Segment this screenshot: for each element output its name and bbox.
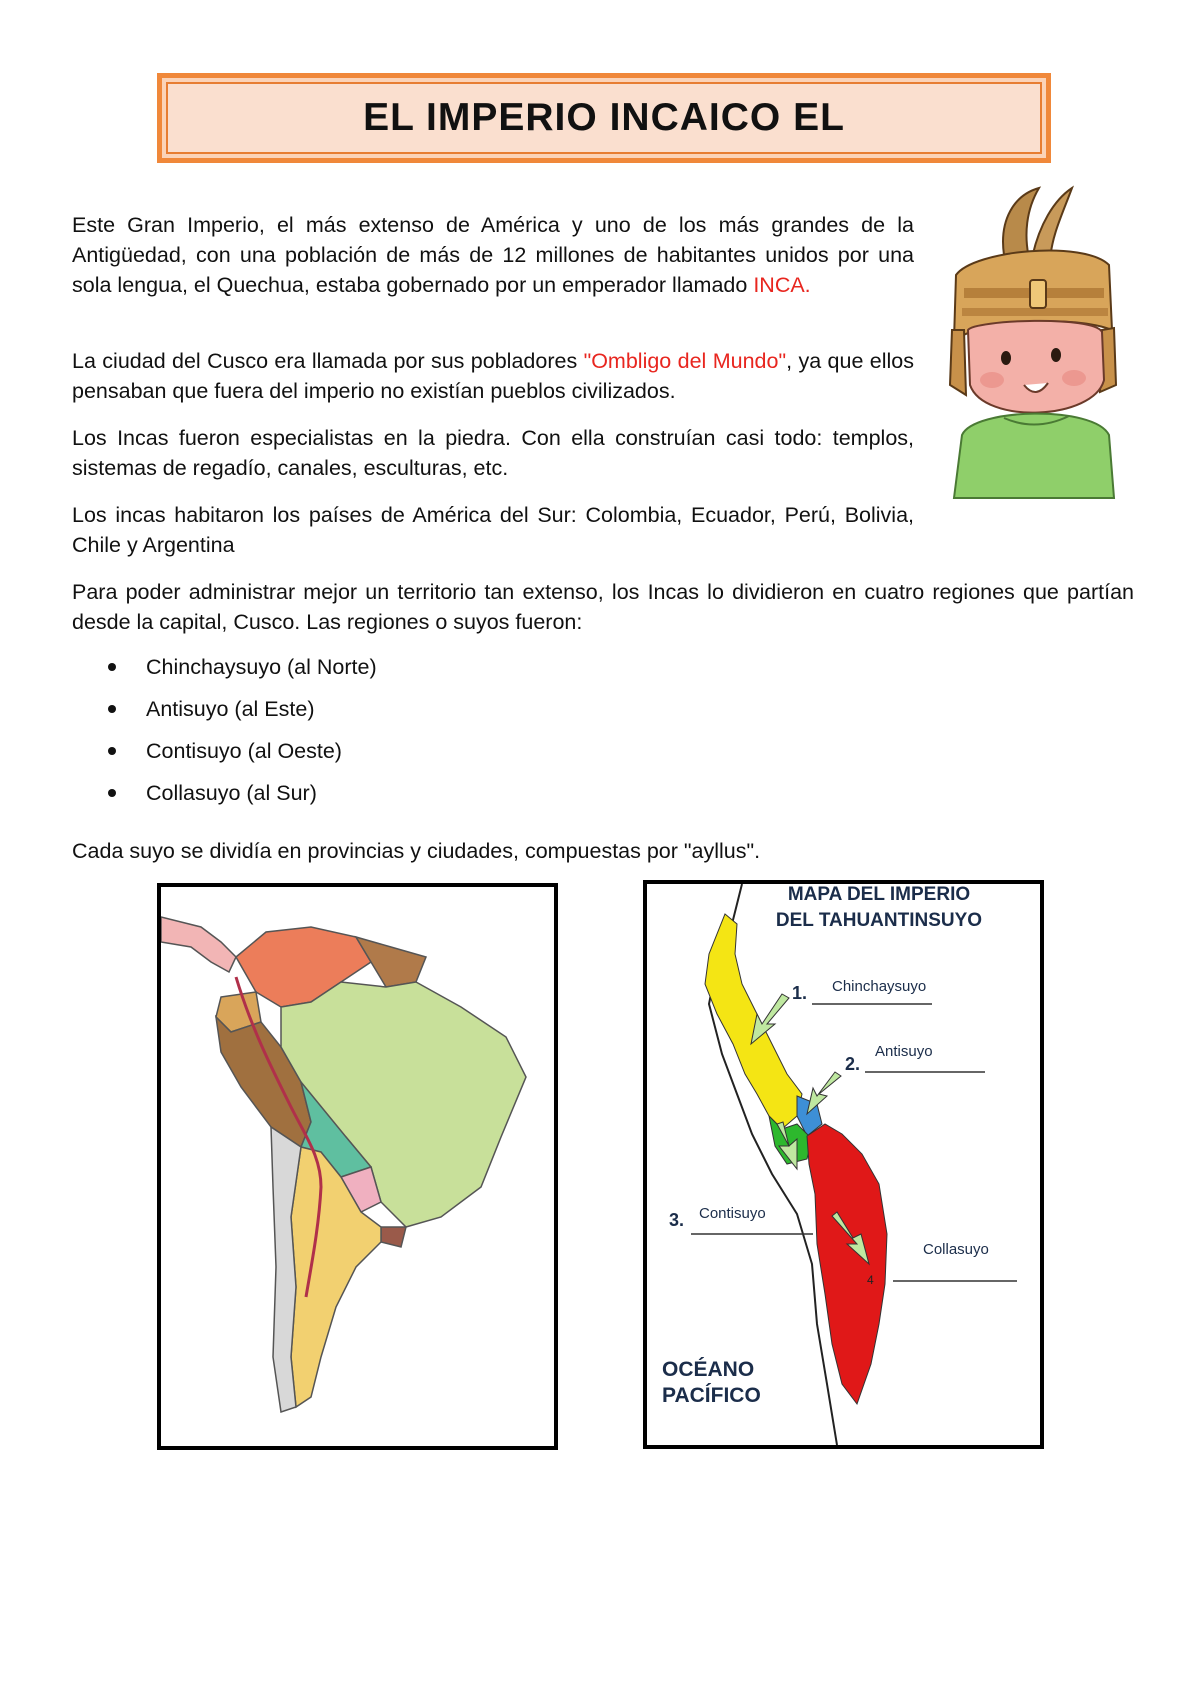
label-chinchaysuyo: Chinchaysuyo bbox=[832, 978, 927, 995]
collasuyo-region bbox=[807, 1124, 887, 1404]
tahuantinsuyo-map-frame bbox=[643, 880, 1044, 1449]
suyo-label: Collasuyo (al Sur) bbox=[146, 781, 317, 805]
label-collasuyo: Collasuyo bbox=[923, 1241, 989, 1258]
list-item bbox=[105, 736, 377, 778]
cusco-paragraph bbox=[72, 346, 914, 406]
ombligo-highlight: "Ombligo del Mundo" bbox=[583, 349, 787, 373]
map-title-line2: DEL TAHUANTINSUYO bbox=[775, 910, 983, 931]
bullet-dot bbox=[108, 789, 116, 797]
bullet-dot bbox=[108, 747, 116, 755]
label-contisuyo: Contisuyo bbox=[699, 1205, 766, 1222]
bullet-dot bbox=[108, 705, 116, 713]
regions-paragraph: Para poder administrar mejor un territorio tan extenso, los Incas lo dividieron en cuatro regiones que partían desde la capital, Cusco. Las regiones o suyos fueron: bbox=[72, 580, 1134, 634]
intro-text: Este Gran Imperio, el más extenso de América y uno de los más grandes de la Antigüedad, con una población de más de 12 millones de habitantes unidos por una sola lengua, el Quechua, estaba gobernado por un emperador llamado bbox=[72, 213, 914, 297]
suyo-label: Contisuyo (al Oeste) bbox=[146, 739, 342, 763]
label-num-2: 2. bbox=[845, 1054, 861, 1074]
inca-character-illustration bbox=[944, 180, 1119, 500]
cusco-text-before: La ciudad del Cusco era llamada por sus pobladores bbox=[72, 349, 584, 373]
tahuantinsuyo-map bbox=[647, 884, 1040, 1445]
label-num-4: 4 bbox=[867, 1273, 874, 1287]
countries-paragraph: Los incas habitaron los países de América del Sur: Colombia, Ecuador, Perú, Bolivia, Chile y Argentina bbox=[72, 503, 914, 557]
inca-highlight: INCA. bbox=[753, 273, 811, 297]
list-item bbox=[105, 778, 377, 820]
map-title-line1: MAPA DEL IMPERIO bbox=[787, 884, 971, 905]
list-item bbox=[105, 652, 377, 694]
label-num-1: 1. bbox=[792, 983, 808, 1003]
page-title: EL IMPERIO INCAICO EL bbox=[363, 96, 845, 139]
south-america-map-frame bbox=[157, 883, 558, 1450]
label-num-3: 3. bbox=[669, 1210, 685, 1230]
south-america-map bbox=[161, 887, 554, 1446]
ocean-label-line2: PACÍFICO bbox=[662, 1384, 761, 1407]
suyo-label: Chinchaysuyo (al Norte) bbox=[146, 655, 377, 679]
chinchaysuyo-region bbox=[705, 914, 802, 1129]
list-item bbox=[105, 694, 377, 736]
suyo-label: Antisuyo (al Este) bbox=[146, 697, 315, 721]
ayllus-paragraph: Cada suyo se dividía en provincias y ciudades, compuestas por "ayllus". bbox=[72, 839, 761, 863]
suyos-list bbox=[105, 652, 377, 820]
intro-paragraph bbox=[72, 210, 914, 300]
bullet-dot bbox=[108, 663, 116, 671]
cusco-text-after: , ya que ellos pensaban que fuera del imperio no existían pueblos civilizados. bbox=[72, 349, 914, 403]
stone-paragraph: Los Incas fueron especialistas en la piedra. Con ella construían casi todo: templos, sistemas de regadío, canales, esculturas, etc. bbox=[72, 426, 914, 480]
ocean-label-line1: OCÉANO bbox=[662, 1358, 755, 1381]
title-box bbox=[157, 73, 1051, 163]
label-antisuyo: Antisuyo bbox=[875, 1043, 933, 1060]
